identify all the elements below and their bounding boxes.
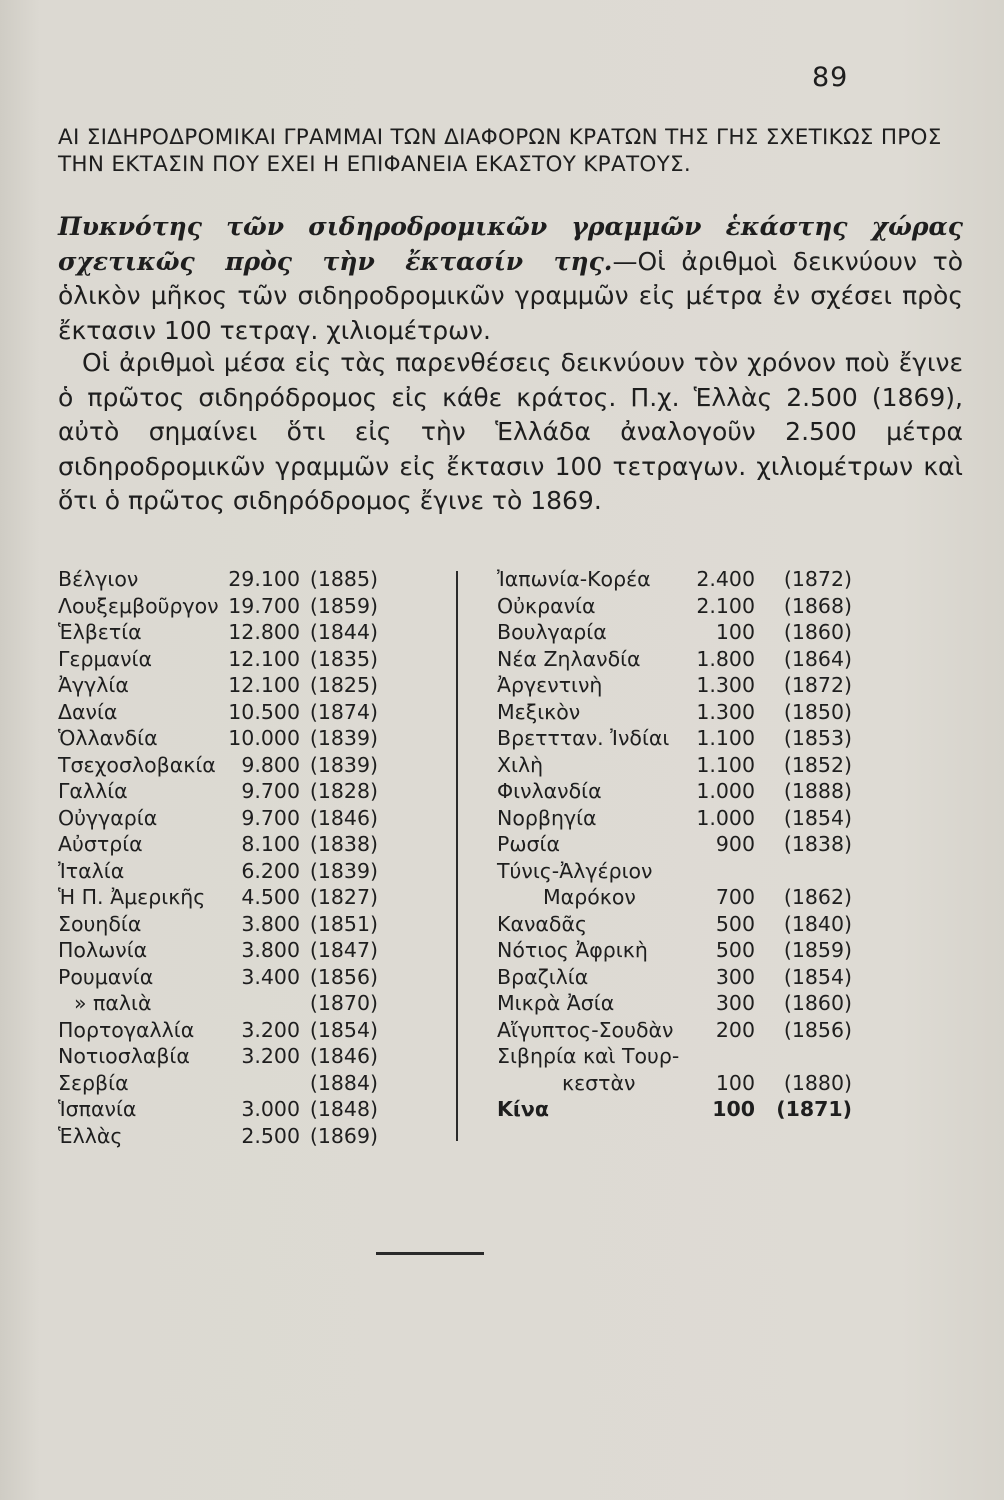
table-row <box>497 778 857 805</box>
country-name: Νέα Ζηλανδία <box>497 646 641 671</box>
first-railway-year: (1853) <box>783 726 852 750</box>
rail-length-value: 300 <box>715 991 755 1015</box>
explanation-paragraph: Οἱ ἀριθμοὶ μέσα εἰς τὰς παρενθέσεις δεικνύουν τὸν χρόνον ποὺ ἔγινε ὁ πρῶτος σιδηρόδρομος εἰς κάθε κράτος. Π.χ. Ἑλλὰς 2.500 (1869), αὐτὸ σημαίνει ὅτι εἰς τὴν Ἑλλάδα ἀναλογοῦν 2.500 μέτρα σιδηροδρομικῶν γραμμῶν εἰς ἔκτασιν 100 τετραγων. χιλιομέτρων καὶ ὅτι ὁ πρῶτος σιδηρόδρομος ἔγινε τὸ 1869. <box>58 348 963 515</box>
first-railway-year: (1838) <box>783 832 852 856</box>
rail-length-value: 12.100 <box>228 646 300 671</box>
first-railway-year: (1839) <box>309 752 378 777</box>
first-railway-year: (1846) <box>309 805 378 830</box>
country-name: Γαλλία <box>58 779 128 803</box>
table-row <box>58 884 388 911</box>
table-row <box>497 1096 857 1123</box>
table-row <box>58 1123 388 1150</box>
table-row <box>497 937 857 964</box>
table-row <box>58 937 388 964</box>
intro-paragraph <box>58 210 963 348</box>
country-name: Οὐκρανία <box>497 593 596 618</box>
table-row <box>58 1043 388 1070</box>
rail-length-value: 900 <box>715 832 755 856</box>
first-railway-year: (1827) <box>309 885 378 909</box>
country-name: Τσεχοσλοβακία <box>58 752 216 777</box>
first-railway-year: (1844) <box>309 620 378 644</box>
rail-length-value: 300 <box>715 964 755 989</box>
country-name: » παλιὰ <box>74 991 152 1015</box>
country-name: Σουηδία <box>58 911 142 936</box>
first-railway-year: (1868) <box>783 593 852 618</box>
table-row <box>497 725 857 752</box>
country-name: Ἀγγλία <box>58 673 129 697</box>
first-railway-year: (1856) <box>309 964 378 989</box>
first-railway-year: (1846) <box>309 1044 378 1068</box>
country-name: Ὁλλανδία <box>58 726 158 750</box>
table-row <box>58 646 388 673</box>
rail-length-value: 1.000 <box>696 779 755 803</box>
first-railway-year: (1859) <box>309 593 378 618</box>
rail-length-value: 19.700 <box>228 593 300 618</box>
country-name: Τύνις-Ἀλγέριον <box>497 858 653 883</box>
first-railway-year: (1852) <box>783 752 852 777</box>
intro-italic-lead: Πυκνότης τῶν σιδηροδρομικῶν γραμμῶν ἑκάστης χώρας σχετικῶς πρὸς τὴν ἔκτασίν της. <box>58 212 963 276</box>
first-railway-year: (1847) <box>309 938 378 962</box>
table-row <box>58 725 388 752</box>
first-railway-year: (1848) <box>309 1097 378 1121</box>
right-country-table <box>497 566 857 1123</box>
first-railway-year: (1870) <box>309 991 378 1015</box>
first-railway-year: (1884) <box>309 1070 378 1095</box>
table-row <box>58 778 388 805</box>
rail-length-value: 10.000 <box>228 726 300 750</box>
country-name: Βρεττταν. Ἰνδίαι <box>497 726 670 750</box>
rail-length-value: 3.200 <box>241 1017 300 1042</box>
first-railway-year: (1856) <box>783 1017 852 1042</box>
rail-length-value: 3.400 <box>241 964 300 989</box>
country-name: Βραζιλία <box>497 964 589 989</box>
table-row <box>497 1043 857 1070</box>
table-row <box>58 805 388 832</box>
country-name: Χιλὴ <box>497 752 544 777</box>
country-name: κεστὰν <box>562 1070 636 1095</box>
country-name: Νορβηγία <box>497 805 597 830</box>
rail-length-value: 3.200 <box>241 1044 300 1068</box>
country-name: Αὐστρία <box>58 832 143 856</box>
country-name: Μικρὰ Ἀσία <box>497 991 615 1015</box>
table-row <box>58 990 388 1017</box>
rail-length-value: 9.700 <box>241 779 300 803</box>
rail-length-value: 100 <box>715 1070 755 1095</box>
table-row <box>58 1096 388 1123</box>
rail-length-value: 12.100 <box>228 673 300 697</box>
country-name: Νότιος Ἀφρικὴ <box>497 938 648 962</box>
page-number: 89 <box>812 62 849 93</box>
table-row <box>497 1070 857 1097</box>
country-name: Ρουμανία <box>58 964 154 989</box>
table-row <box>58 593 388 620</box>
end-rule <box>376 1252 484 1255</box>
country-name: Ἱσπανία <box>58 1097 137 1121</box>
country-name: Πολωνία <box>58 938 148 962</box>
country-name: Γερμανία <box>58 646 152 671</box>
first-railway-year: (1835) <box>309 646 378 671</box>
country-name: Μαρόκον <box>543 885 636 909</box>
country-name: Ἑλβετία <box>58 620 142 644</box>
table-row <box>497 752 857 779</box>
country-name: Σερβία <box>58 1070 129 1095</box>
rail-length-value: 1.100 <box>696 726 755 750</box>
country-name: Νοτιοσλαβία <box>58 1044 190 1068</box>
country-name: Ρωσία <box>497 832 560 856</box>
country-name: Ἡ Π. Ἀμερικῆς <box>58 885 206 909</box>
table-row <box>497 831 857 858</box>
table-row <box>497 884 857 911</box>
first-railway-year: (1860) <box>783 620 852 644</box>
first-railway-year: (1888) <box>783 779 852 803</box>
table-row <box>58 672 388 699</box>
country-name: Ἀργεντινὴ <box>497 673 603 697</box>
table-row <box>58 831 388 858</box>
rail-length-value: 4.500 <box>241 885 300 909</box>
table-row <box>497 699 857 726</box>
rail-length-value: 10.500 <box>228 699 300 724</box>
rail-length-value: 6.200 <box>241 858 300 883</box>
first-railway-year: (1862) <box>783 885 852 909</box>
first-railway-year: (1854) <box>783 805 852 830</box>
table-row <box>58 699 388 726</box>
first-railway-year: (1885) <box>309 567 378 591</box>
country-name: Πορτογαλλία <box>58 1017 195 1042</box>
table-row <box>497 593 857 620</box>
rail-length-value: 2.500 <box>241 1123 300 1148</box>
first-railway-year: (1828) <box>309 779 378 803</box>
table-row <box>497 646 857 673</box>
rail-length-value: 3.800 <box>241 911 300 936</box>
country-name: Βουλγαρία <box>497 620 607 644</box>
country-name: Δανία <box>58 699 118 724</box>
table-row <box>497 566 857 593</box>
table-row <box>58 858 388 885</box>
table-row <box>497 990 857 1017</box>
first-railway-year: (1871) <box>776 1097 852 1121</box>
country-name: Καναδᾶς <box>497 911 588 936</box>
table-row <box>58 911 388 938</box>
table-row <box>58 566 388 593</box>
first-railway-year: (1850) <box>783 699 852 724</box>
rail-length-value: 2.400 <box>696 567 755 591</box>
rail-length-value: 9.800 <box>241 752 300 777</box>
country-name: Ἰταλία <box>58 858 125 883</box>
rail-length-value: 200 <box>715 1017 755 1042</box>
country-name: Ἑλλὰς <box>58 1123 123 1148</box>
table-row <box>58 752 388 779</box>
section-heading: ΑΙ ΣΙΔΗΡΟΔΡΟΜΙΚΑΙ ΓΡΑΜΜΑΙ ΤΩΝ ΔΙΑΦΟΡΩΝ ΚΡΑΤΩΝ ΤΗΣ ΓΗΣ ΣΧΕΤΙΚΩΣ ΠΡΟΣ ΤΗΝ ΕΚΤΑΣΙΝ ΠΟΥ ΕΧΕΙ Η ΕΠΙΦΑΝΕΙΑ ΕΚΑΣΤΟΥ ΚΡΑΤΟΥΣ. <box>58 125 942 177</box>
country-name: Λουξεμβοῦργον <box>58 593 219 618</box>
first-railway-year: (1872) <box>783 673 852 697</box>
table-row <box>497 964 857 991</box>
country-name: Κίνα <box>497 1097 549 1121</box>
first-railway-year: (1840) <box>783 911 852 936</box>
rail-length-value: 1.800 <box>696 646 755 671</box>
rail-length-value: 1.100 <box>696 752 755 777</box>
rail-length-value: 500 <box>715 911 755 936</box>
rail-length-value: 700 <box>715 885 755 909</box>
rail-length-value: 500 <box>715 938 755 962</box>
first-railway-year: (1825) <box>309 673 378 697</box>
first-railway-year: (1874) <box>309 699 378 724</box>
table-row <box>497 911 857 938</box>
table-row <box>497 858 857 885</box>
first-railway-year: (1860) <box>783 991 852 1015</box>
first-railway-year: (1864) <box>783 646 852 671</box>
country-name: Βέλγιον <box>58 567 139 591</box>
column-divider <box>456 571 458 1141</box>
first-railway-year: (1851) <box>309 911 378 936</box>
rail-length-value: 1.300 <box>696 673 755 697</box>
rail-length-value: 8.100 <box>241 832 300 856</box>
rail-length-value: 100 <box>712 1097 755 1121</box>
country-name: Ἰαπωνία-Κορέα <box>497 567 651 591</box>
rail-length-value: 12.800 <box>228 620 300 644</box>
rail-length-value: 1.300 <box>696 699 755 724</box>
country-name: Φινλανδία <box>497 779 602 803</box>
first-railway-year: (1869) <box>309 1123 378 1148</box>
rail-length-value: 3.800 <box>241 938 300 962</box>
table-row <box>58 1017 388 1044</box>
table-row <box>58 1070 388 1097</box>
country-name: Σιβηρία καὶ Τουρ- <box>497 1044 680 1068</box>
country-name: Μεξικὸν <box>497 699 581 724</box>
table-row <box>58 964 388 991</box>
intro-text: —Οἱ ἀριθμοὶ δεικνύουν τὸ ὁλικὸν μῆκος τῶν σιδηροδρομικῶν γραμμῶν εἰς μέτρα ἐν σχέσει πρὸς ἔκτασιν 100 τετραγ. χιλιομέτρων. <box>58 246 963 345</box>
rail-length-value: 9.700 <box>241 805 300 830</box>
table-row <box>497 619 857 646</box>
rail-length-value: 29.100 <box>228 567 300 591</box>
first-railway-year: (1839) <box>309 726 378 750</box>
first-railway-year: (1859) <box>783 938 852 962</box>
table-row <box>497 1017 857 1044</box>
rail-length-value: 1.000 <box>696 805 755 830</box>
rail-length-value: 3.000 <box>241 1097 300 1121</box>
rail-length-value: 2.100 <box>696 593 755 618</box>
first-railway-year: (1872) <box>783 567 852 591</box>
country-name: Αἴγυπτος-Σουδὰν <box>497 1017 674 1042</box>
first-railway-year: (1854) <box>783 964 852 989</box>
table-row <box>497 672 857 699</box>
left-country-table <box>58 566 388 1149</box>
first-railway-year: (1839) <box>309 858 378 883</box>
first-railway-year: (1838) <box>309 832 378 856</box>
rail-length-value: 100 <box>715 620 755 644</box>
table-row <box>497 805 857 832</box>
first-railway-year: (1854) <box>309 1017 378 1042</box>
table-row <box>58 619 388 646</box>
country-name: Οὐγγαρία <box>58 805 158 830</box>
first-railway-year: (1880) <box>783 1070 852 1095</box>
